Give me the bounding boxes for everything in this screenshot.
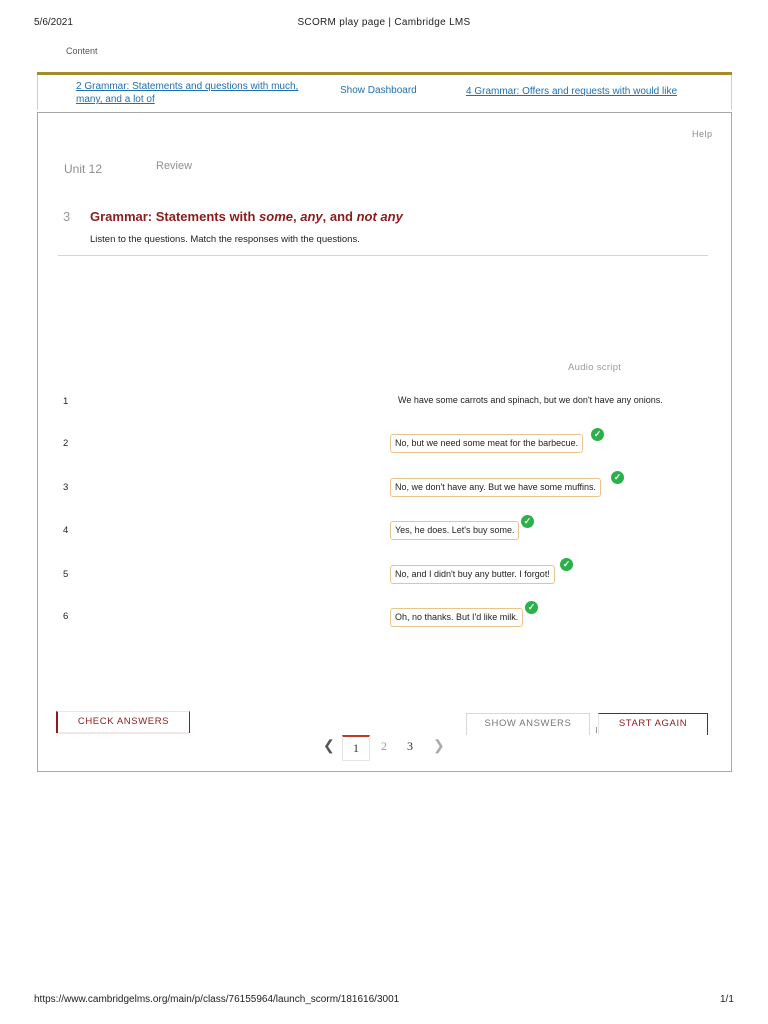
start-again-button[interactable]: START AGAIN [598,713,708,735]
check-icon: ✓ [560,558,573,571]
exercise-instruction: Listen to the questions. Match the responses with the questions. [90,234,360,245]
title-part: , and [322,209,357,224]
button-separator [596,727,597,733]
prev-activity-link[interactable]: 2 Grammar: Statements and questions with much, many, and a lot of [76,81,299,105]
response-item[interactable]: We have some carrots and spinach, but we don't have any onions. [398,395,663,405]
title-italic-any: any [300,209,323,224]
page-2[interactable]: 2 [381,739,387,753]
next-activity-link[interactable]: 4 Grammar: Offers and requests with would like [466,86,678,97]
title-part: , [293,209,301,224]
show-answers-button[interactable]: SHOW ANSWERS [466,713,590,735]
page-1[interactable]: 1 [342,735,370,761]
exercise-number: 3 [63,209,71,224]
question-number: 2 [63,438,69,449]
question-number: 3 [63,482,69,493]
question-number: 6 [63,611,69,622]
divider [58,255,708,256]
audio-script-link[interactable]: Audio script [568,362,622,373]
answer-drop-box[interactable]: No, and I didn't buy any butter. I forgot! [390,565,555,584]
check-answers-button[interactable] [56,711,190,733]
question-number: 1 [63,396,69,407]
help-link[interactable]: Help [692,129,713,139]
check-answers-label: CHECK ANSWERS [58,712,189,734]
title-italic-not-any: not any [356,209,403,224]
check-icon: ✓ [591,428,604,441]
print-page-number: 1/1 [720,994,734,1005]
answer-drop-box[interactable]: Oh, no thanks. But I'd like milk. [390,608,523,627]
review-label: Review [156,160,193,172]
exercise-title [90,209,403,224]
title-part: Grammar: Statements with [90,209,260,224]
print-date: 5/6/2021 [34,17,73,28]
question-number: 4 [63,525,69,536]
answer-drop-box[interactable]: Yes, he does. Let's buy some. [390,521,519,540]
print-title: SCORM play page | Cambridge LMS [297,17,471,28]
answer-drop-box[interactable]: No, but we need some meat for the barbecue. [390,434,583,453]
question-number: 5 [63,569,69,580]
show-dashboard-link[interactable]: Show Dashboard [340,85,417,96]
check-icon: ✓ [611,471,624,484]
unit-label: Unit 12 [64,162,103,176]
chevron-right-icon[interactable]: ❯ [433,737,445,753]
check-icon: ✓ [525,601,538,614]
print-url: https://www.cambridgelms.org/main/p/class/76155964/launch_scorm/181616/3001 [34,994,400,1005]
chevron-left-icon[interactable]: ❮ [323,737,335,753]
page-3[interactable]: 3 [407,739,413,753]
content-link[interactable]: Content [66,46,98,56]
title-italic-some: some [259,209,294,224]
answer-drop-box[interactable]: No, we don't have any. But we have some muffins. [390,478,601,497]
check-icon: ✓ [521,515,534,528]
